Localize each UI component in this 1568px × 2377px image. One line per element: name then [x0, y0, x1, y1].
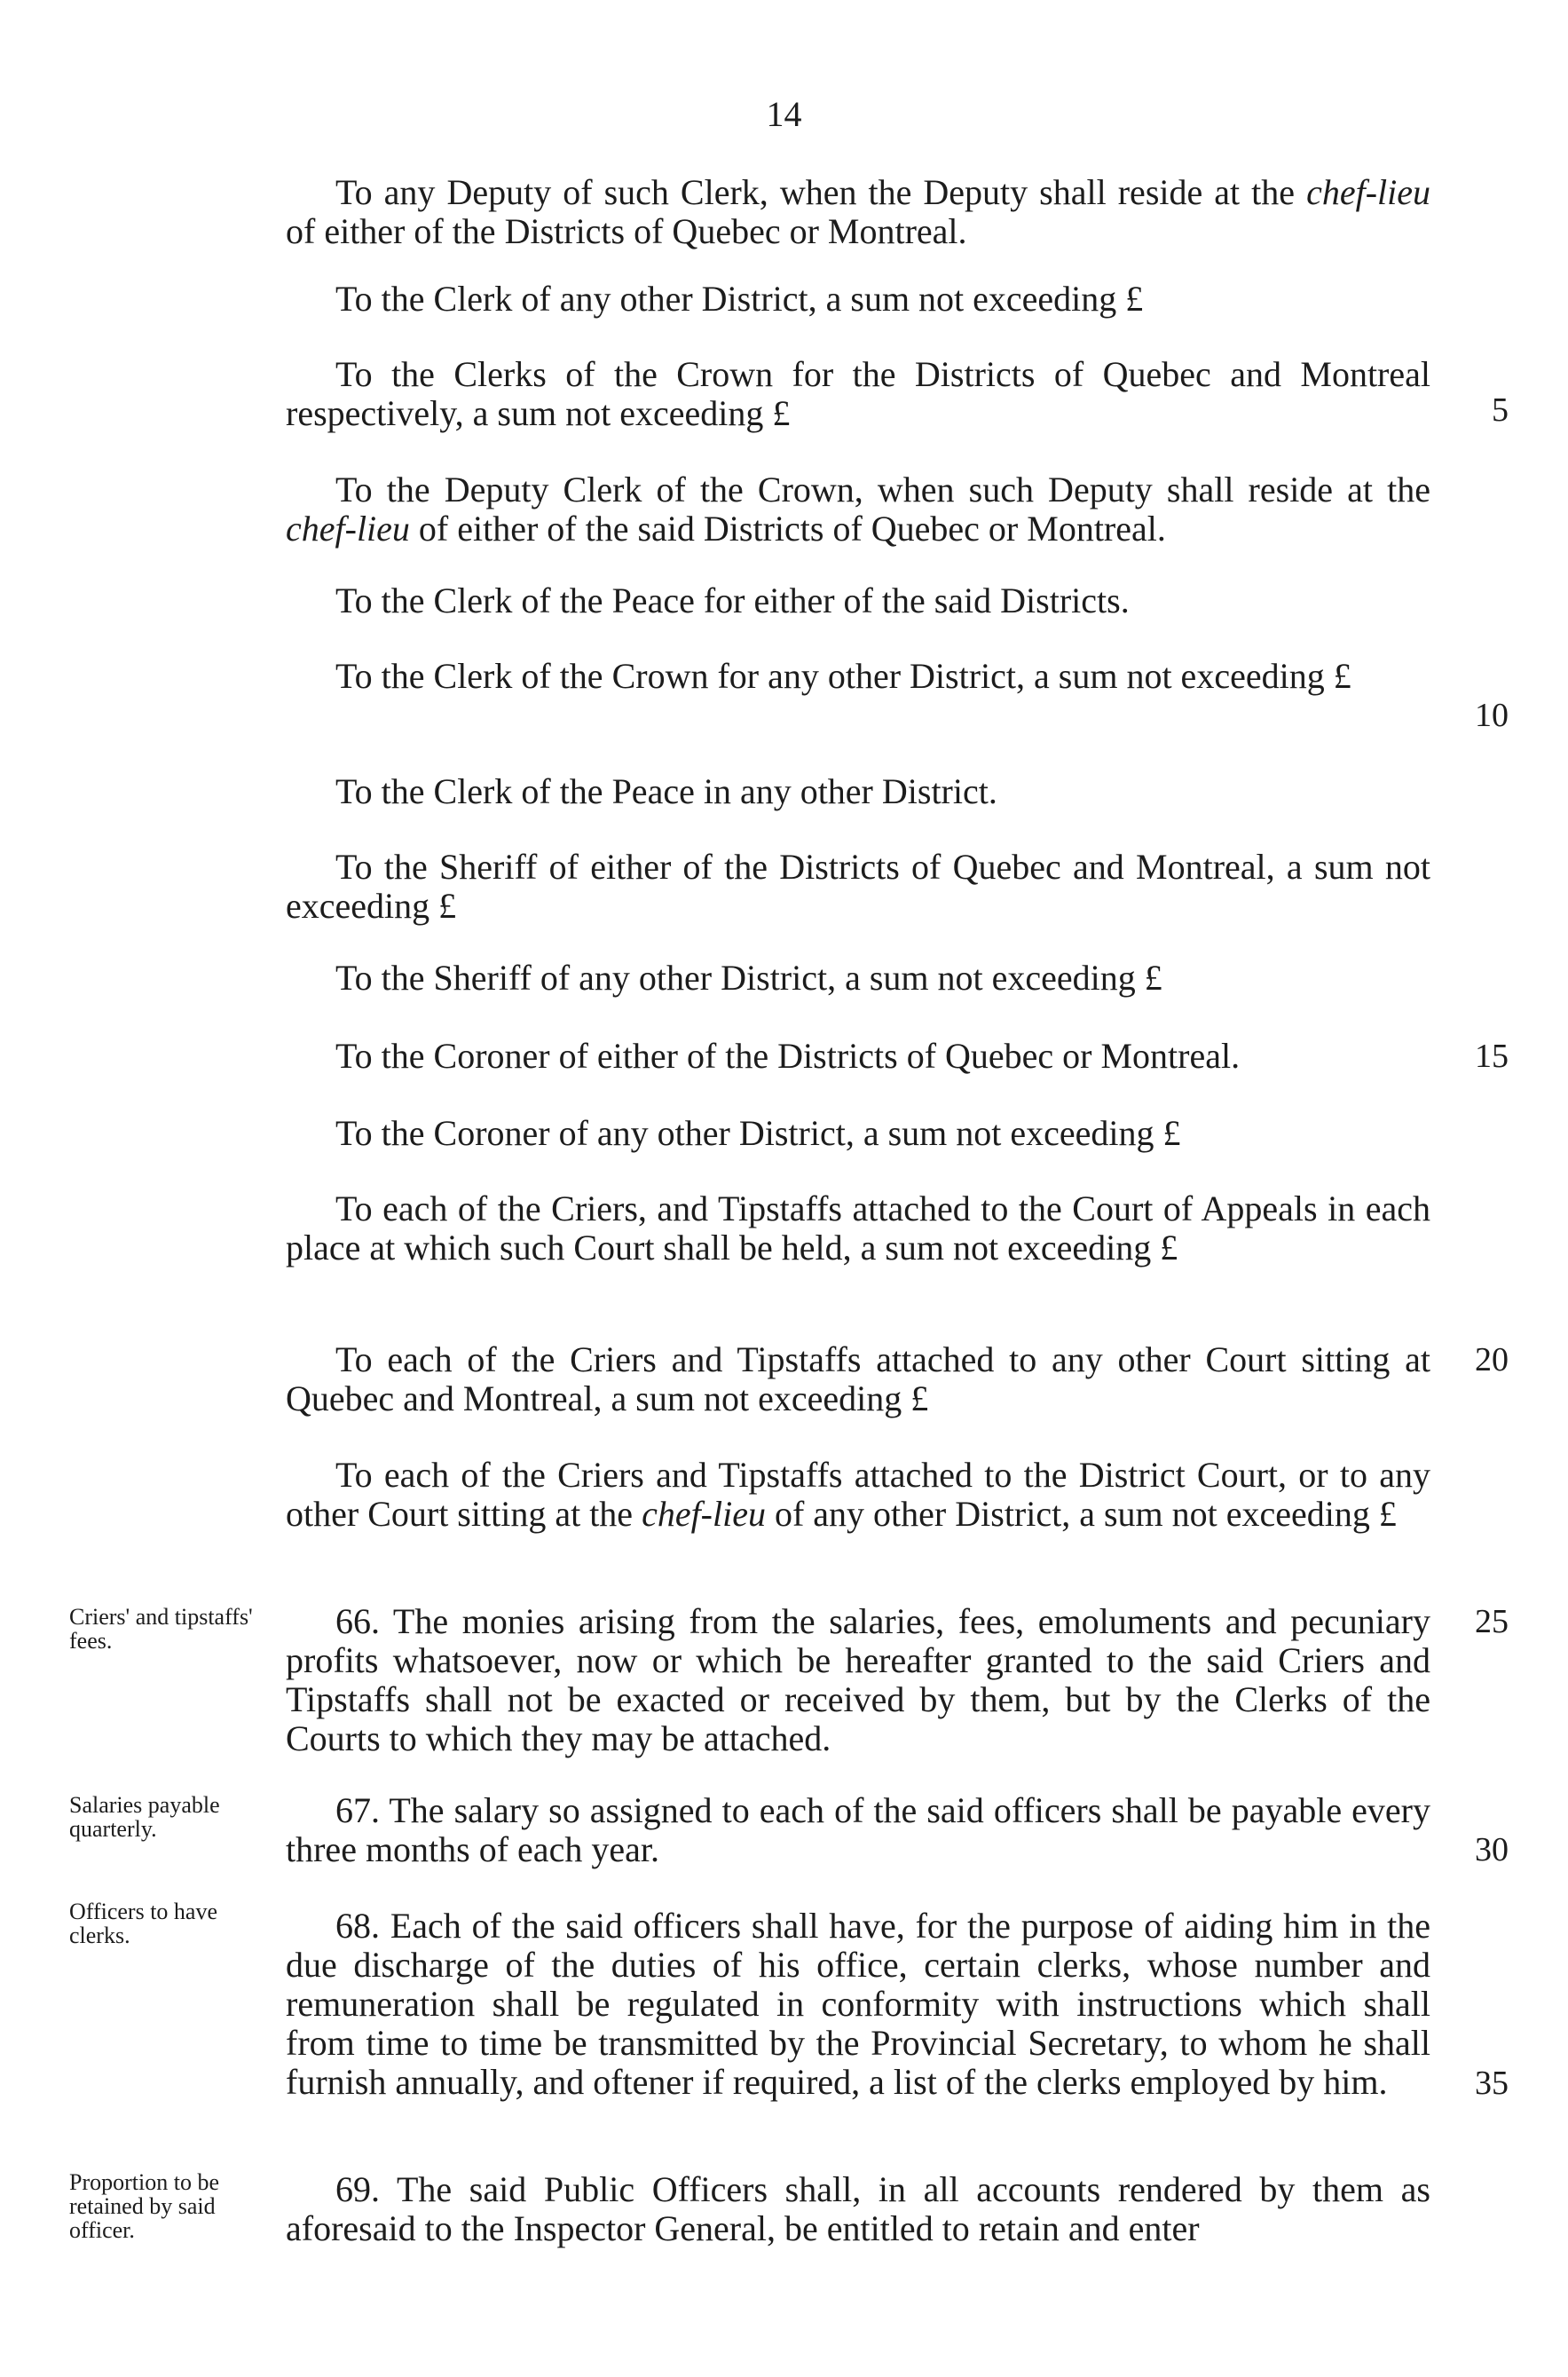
paragraph: To any Deputy of such Clerk, when the Deputy shall reside at the chef-lieu of either of the Districts of Quebec or Montreal. [286, 172, 1430, 251]
paragraph: To the Sheriff of any other District, a sum not exceeding £ [335, 958, 1162, 998]
paragraph: To the Clerk of the Peace for either of the said Districts. [335, 580, 1130, 620]
line-number: 25 [1475, 1603, 1509, 1640]
margin-note: Salaries payable quarterly. [69, 1792, 220, 1842]
paragraph: To each of the Criers and Tipstaffs attached to the District Court, or to any other Court sitting at the chef-lieu of any other District, a sum not exceeding £ [286, 1455, 1430, 1534]
paragraph: To the Sheriff of either of the Districts of Quebec and Montreal, a sum not exceeding £ [286, 847, 1430, 926]
line-number: 20 [1475, 1341, 1509, 1378]
paragraph: To the Coroner of any other District, a sum not exceeding £ [335, 1113, 1181, 1153]
section-66: 66. The monies arising from the salaries, fees, emoluments and pecuniary profits whatsoever, now or which be hereafter granted to the said Criers and Tipstaffs shall not be exacted or received by them, but by the Clerks of the Courts to which they may be attached. [286, 1601, 1430, 1758]
section-number: 68. [335, 1906, 380, 1946]
paragraph: To the Clerks of the Crown for the Districts of Quebec and Montreal respectively, a sum not exceeding £ [286, 354, 1430, 433]
page-number: 14 [766, 94, 802, 134]
line-number: 15 [1475, 1038, 1509, 1075]
paragraph: To the Clerk of any other District, a sum not exceeding £ [335, 279, 1144, 319]
margin-note: Proportion to be retained by said officer. [69, 2169, 219, 2243]
paragraph: To the Clerk of the Peace in any other District. [335, 771, 997, 811]
section-67: 67. The salary so assigned to each of the said officers shall be payable every three months of each year. [286, 1790, 1430, 1869]
paragraph: To the Coroner of either of the Districts of Quebec or Montreal. [335, 1036, 1241, 1076]
paragraph: To each of the Criers, and Tipstaffs attached to the Court of Appeals in each place at which such Court shall be held, a sum not exceeding £ [286, 1188, 1430, 1267]
section-number: 66. [335, 1601, 380, 1641]
line-number: 35 [1475, 2065, 1509, 2102]
margin-note: Officers to have clerks. [69, 1899, 218, 1948]
section-number: 67. [335, 1790, 380, 1830]
paragraph: To the Deputy Clerk of the Crown, when such Deputy shall reside at the chef-lieu of either of the said Districts of Quebec or Montreal. [286, 470, 1430, 549]
line-number: 5 [1492, 391, 1509, 429]
line-number: 30 [1475, 1831, 1509, 1868]
paragraph: To each of the Criers and Tipstaffs attached to any other Court sitting at Quebec and Montreal, a sum not exceeding £ [286, 1339, 1430, 1418]
section-69: 69. The said Public Officers shall, in all accounts rendered by them as aforesaid to the Inspector General, be entitled to retain and enter [286, 2169, 1431, 2248]
margin-note: Criers' and tipstaffs' fees. [69, 1604, 253, 1654]
section-68: 68. Each of the said officers shall have, for the purpose of aiding him in the due discharge of the duties of his office, certain clerks, whose number and remuneration shall be regulated in conformity with instructions which shall from time to time be transmitted by the Provincial Secretary, to whom he shall furnish annually, and oftener if required, a list of the clerks employed by him. [286, 1906, 1431, 2102]
section-number: 69. [335, 2169, 380, 2209]
line-number: 10 [1475, 697, 1509, 734]
paragraph: To the Clerk of the Crown for any other District, a sum not exceeding £ [335, 656, 1351, 696]
